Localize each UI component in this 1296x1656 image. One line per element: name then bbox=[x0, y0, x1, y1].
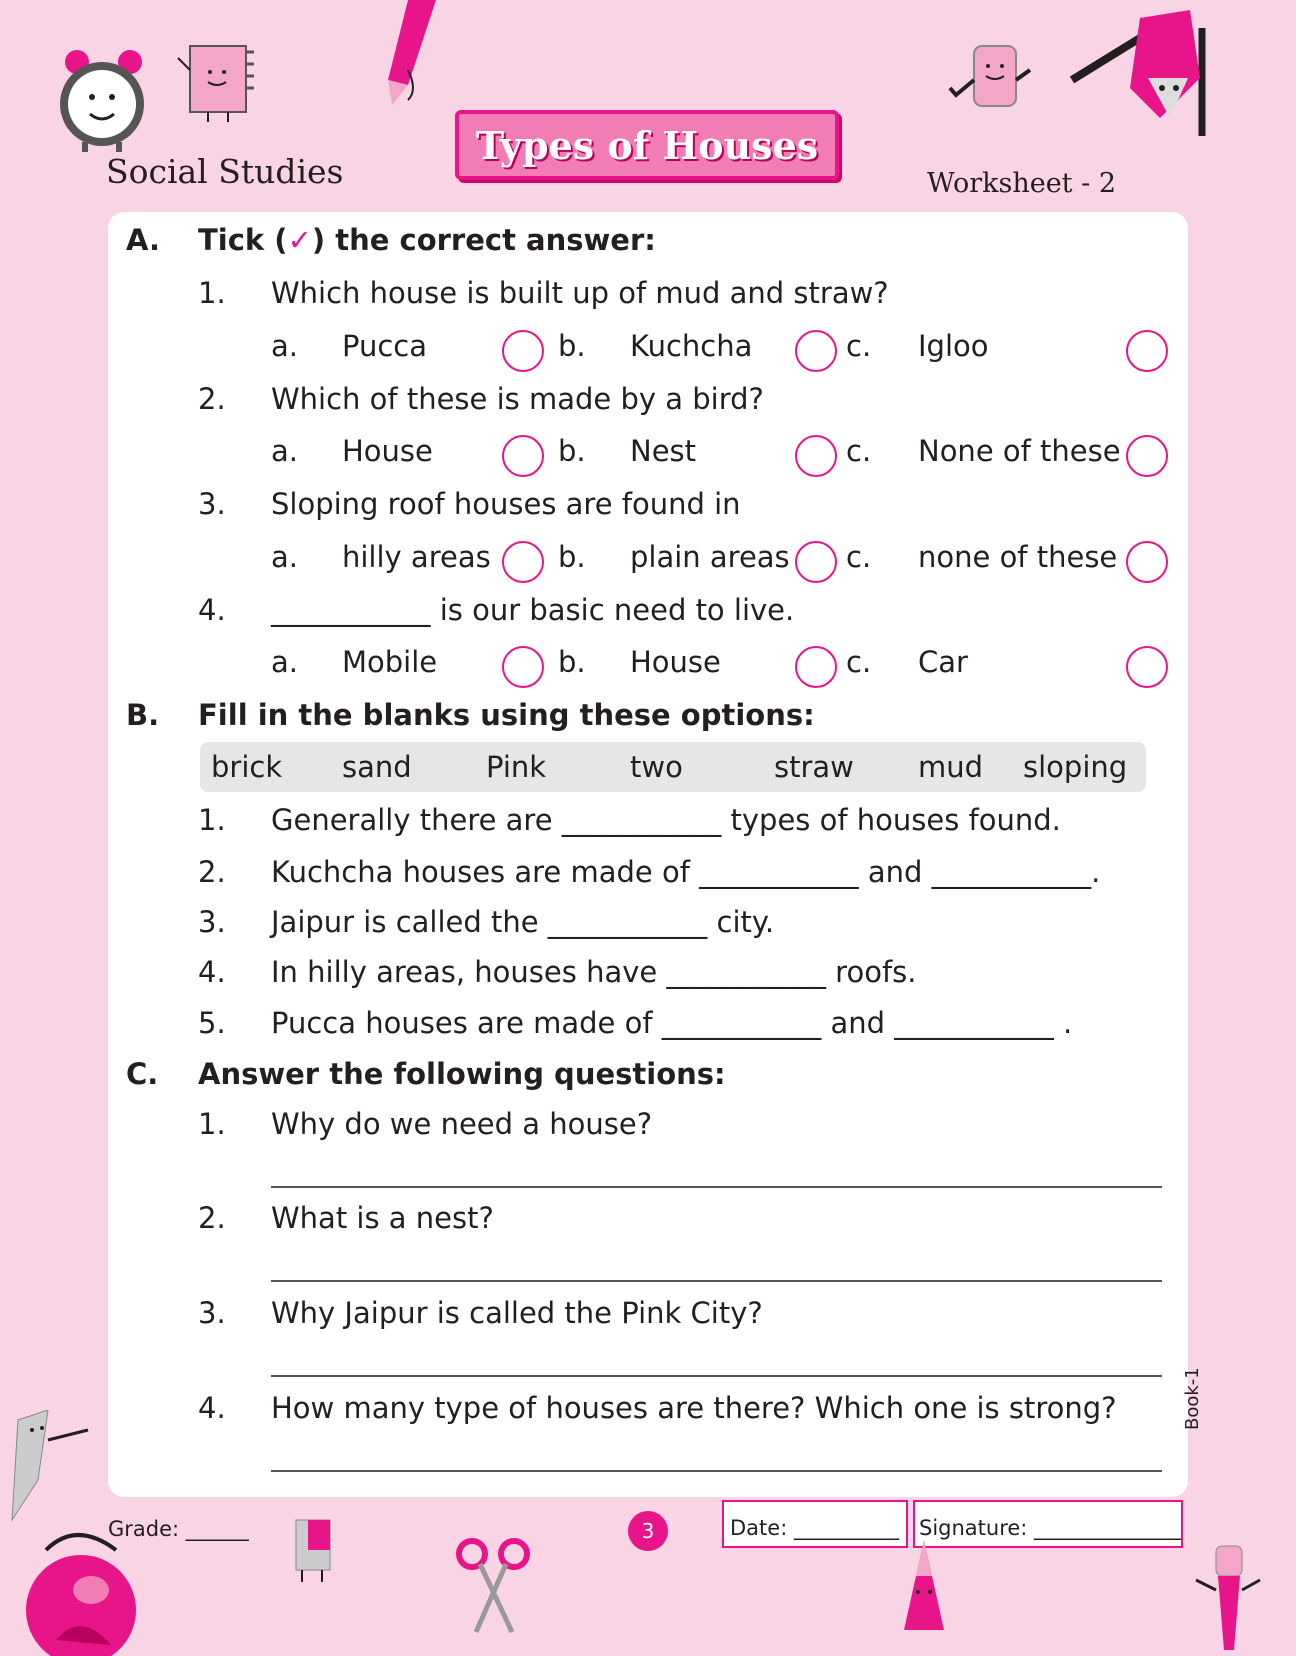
option-letter: a. bbox=[271, 540, 298, 574]
answer-circle[interactable] bbox=[1126, 330, 1168, 372]
option-text: hilly areas bbox=[342, 540, 491, 574]
heading-pre: Tick ( bbox=[198, 223, 288, 257]
worksheet-number: Worksheet - 2 bbox=[927, 168, 1116, 199]
option-text: House bbox=[342, 434, 433, 468]
date-field: Date: __________ bbox=[730, 1516, 899, 1540]
page-title: Types of Houses bbox=[475, 122, 819, 168]
question-text: ___________ is our basic need to live. bbox=[271, 593, 795, 627]
answer-circle[interactable] bbox=[1126, 646, 1168, 688]
ruler-icon bbox=[8, 1410, 98, 1530]
date-box[interactable] bbox=[722, 1500, 908, 1548]
section-b-letter: B. bbox=[126, 698, 160, 732]
question-number: 3. bbox=[198, 487, 226, 521]
answer-line[interactable] bbox=[271, 1375, 1162, 1377]
option-text: Car bbox=[918, 645, 968, 679]
answer-question-number: 3. bbox=[198, 1296, 226, 1330]
option-text: Pucca bbox=[342, 329, 428, 363]
pencil-sharpener-icon bbox=[1070, 8, 1210, 138]
word-bank-item: brick bbox=[211, 750, 283, 784]
fill-number: 1. bbox=[198, 803, 226, 837]
answer-question-text: Why do we need a house? bbox=[271, 1107, 653, 1141]
answer-line[interactable] bbox=[271, 1186, 1162, 1188]
option-letter: a. bbox=[271, 434, 298, 468]
option-letter: c. bbox=[846, 540, 872, 574]
fill-sentence[interactable]: Generally there are ___________ types of houses found. bbox=[271, 803, 1061, 837]
answer-circle[interactable] bbox=[795, 646, 837, 688]
option-text: Nest bbox=[630, 434, 697, 468]
question-text: Which house is built up of mud and straw? bbox=[271, 276, 889, 310]
question-number: 1. bbox=[198, 276, 226, 310]
option-text: Mobile bbox=[342, 645, 438, 679]
fill-number: 3. bbox=[198, 905, 226, 939]
fill-number: 4. bbox=[198, 955, 226, 989]
option-letter: c. bbox=[846, 434, 872, 468]
answer-question-text: What is a nest? bbox=[271, 1201, 494, 1235]
answer-line[interactable] bbox=[271, 1470, 1162, 1472]
answer-question-number: 4. bbox=[198, 1391, 226, 1425]
fill-number: 2. bbox=[198, 855, 226, 889]
sharpener-icon bbox=[282, 1516, 352, 1586]
answer-question-number: 2. bbox=[198, 1201, 226, 1235]
answer-line[interactable] bbox=[271, 1280, 1162, 1282]
section-a-letter: A. bbox=[126, 223, 160, 257]
option-text: none of these bbox=[918, 540, 1118, 574]
option-letter: b. bbox=[558, 329, 586, 363]
alarm-clock-icon bbox=[52, 42, 152, 152]
answer-circle[interactable] bbox=[502, 646, 544, 688]
answer-question-text: How many type of houses are there? Which one is strong? bbox=[271, 1391, 1117, 1425]
option-text: House bbox=[630, 645, 721, 679]
section-c-heading: Answer the following questions: bbox=[198, 1057, 726, 1091]
question-text: Sloping roof houses are found in bbox=[271, 487, 741, 521]
question-number: 4. bbox=[198, 593, 226, 627]
eraser-icon bbox=[946, 40, 1046, 120]
option-text: Kuchcha bbox=[630, 329, 753, 363]
title-banner bbox=[455, 110, 839, 180]
grade-field[interactable]: Grade: ______ bbox=[108, 1517, 249, 1541]
subject-label: Social Studies bbox=[106, 152, 344, 191]
option-letter: c. bbox=[846, 645, 872, 679]
answer-circle[interactable] bbox=[1126, 541, 1168, 583]
word-bank-item: two bbox=[630, 750, 683, 784]
tick-icon: ✓ bbox=[287, 223, 312, 257]
question-number: 2. bbox=[198, 382, 226, 416]
option-letter: a. bbox=[271, 645, 298, 679]
answer-circle[interactable] bbox=[1126, 435, 1168, 477]
section-a-heading bbox=[198, 223, 656, 257]
pen-icon bbox=[1190, 1540, 1270, 1656]
option-letter: c. bbox=[846, 329, 872, 363]
fill-sentence[interactable]: In hilly areas, houses have ___________ roofs. bbox=[271, 955, 917, 989]
fill-sentence[interactable]: Pucca houses are made of ___________ and ___________ . bbox=[271, 1006, 1073, 1040]
answer-circle[interactable] bbox=[502, 541, 544, 583]
scissors-icon bbox=[454, 1536, 534, 1636]
option-text: None of these bbox=[918, 434, 1121, 468]
section-b-heading: Fill in the blanks using these options: bbox=[198, 698, 815, 732]
answer-circle[interactable] bbox=[795, 541, 837, 583]
word-bank-item: straw bbox=[774, 750, 854, 784]
answer-circle[interactable] bbox=[502, 330, 544, 372]
question-text: Which of these is made by a bird? bbox=[271, 382, 764, 416]
word-bank-item: sloping bbox=[1023, 750, 1128, 784]
fill-sentence[interactable]: Kuchcha houses are made of ___________ and ___________. bbox=[271, 855, 1101, 889]
answer-question-text: Why Jaipur is called the Pink City? bbox=[271, 1296, 763, 1330]
notepad-icon bbox=[176, 40, 266, 125]
word-bank-item: Pink bbox=[486, 750, 547, 784]
signature-field: Signature: ______________ bbox=[919, 1516, 1182, 1540]
answer-circle[interactable] bbox=[502, 435, 544, 477]
pink-pencil-icon bbox=[378, 0, 448, 110]
word-bank-item: sand bbox=[342, 750, 412, 784]
option-letter: b. bbox=[558, 540, 586, 574]
answer-circle[interactable] bbox=[795, 435, 837, 477]
answer-question-number: 1. bbox=[198, 1107, 226, 1141]
heading-post: ) the correct answer: bbox=[311, 223, 656, 257]
word-bank-item: mud bbox=[918, 750, 984, 784]
school-bag-icon bbox=[16, 1520, 156, 1656]
fill-number: 5. bbox=[198, 1006, 226, 1040]
option-text: Igloo bbox=[918, 329, 989, 363]
answer-circle[interactable] bbox=[795, 330, 837, 372]
option-text: plain areas bbox=[630, 540, 790, 574]
option-letter: b. bbox=[558, 434, 586, 468]
option-letter: a. bbox=[271, 329, 298, 363]
section-c-letter: C. bbox=[126, 1057, 159, 1091]
fill-sentence[interactable]: Jaipur is called the ___________ city. bbox=[271, 905, 775, 939]
book-label: Book-1 bbox=[1182, 1367, 1203, 1430]
crayon-icon bbox=[884, 1540, 964, 1640]
option-letter: b. bbox=[558, 645, 586, 679]
page-number-badge: 3 bbox=[628, 1511, 668, 1551]
